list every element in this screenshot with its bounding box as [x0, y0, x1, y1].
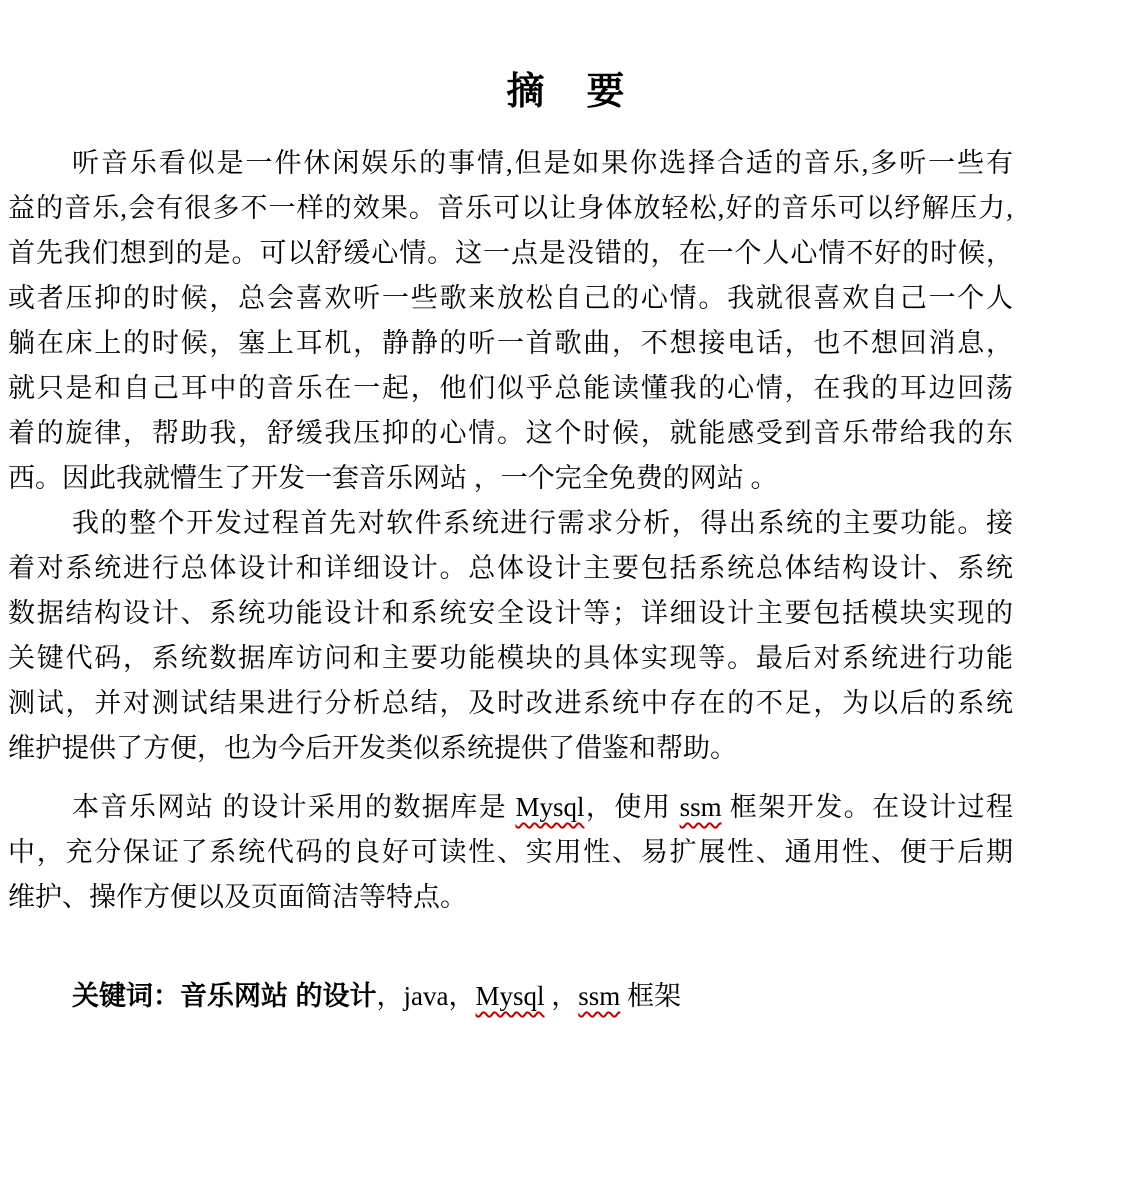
text-line — [8, 830, 1013, 875]
text-line — [8, 231, 1013, 276]
text-line — [8, 875, 1013, 920]
text-run: 就只是和自己耳中的音乐在一起，他们似乎总能读懂我的心情，在我的耳边回荡 — [8, 373, 1013, 403]
text-run: ，使用 — [584, 792, 680, 822]
text-line — [8, 366, 1013, 411]
text-run: 关键代码，系统数据库访问和主要功能模块的具体实现等。最后对系统进行功能 — [8, 643, 1013, 673]
text-run: 我的整个开发过程首先对软件系统进行需求分析，得出系统的主要功能。接 — [72, 508, 1013, 538]
text-line — [8, 276, 1013, 321]
text-run: 着的旋律，帮助我，舒缓我压抑的心情。这个时候，就能感受到音乐带给我的东 — [8, 418, 1013, 448]
paragraph-1 — [8, 141, 1013, 501]
misspelled-word: Mysql — [475, 981, 545, 1011]
text-run: 西。因此我就懵生了开发一套音乐网站 ，一个完全免费的网站 。 — [8, 463, 778, 493]
misspelled-word: Mysql — [515, 792, 585, 822]
text-line — [8, 591, 1013, 636]
paragraph-2 — [8, 501, 1013, 771]
text-line — [8, 726, 1013, 771]
misspelled-word: ssm — [679, 792, 722, 822]
text-run: 维护提供了方便，也为今后开发类似系统提供了借鉴和帮助。 — [8, 733, 737, 763]
text-line — [8, 501, 1013, 546]
text-run: 框架开发。在设计过程 — [721, 792, 1014, 822]
text-run: 躺在床上的时候，塞上耳机，静静的听一首歌曲，不想接电话，也不想回消息， — [8, 328, 1013, 358]
text-line — [8, 546, 1013, 591]
text-line — [8, 681, 1013, 726]
text-line — [8, 411, 1013, 456]
text-run: 或者压抑的时候，总会喜欢听一些歌来放松自己的心情。我就很喜欢自己一个人 — [8, 283, 1013, 313]
keywords-line — [8, 974, 1013, 1019]
text-run: ，java， — [376, 981, 476, 1011]
text-line — [8, 321, 1013, 366]
text-line — [8, 785, 1013, 830]
paragraph-3 — [8, 785, 1013, 920]
text-run: 框架 — [620, 981, 682, 1011]
text-run: ， — [544, 981, 579, 1011]
text-line — [8, 456, 1013, 501]
text-run: 听音乐看似是一件休闲娱乐的事情,但是如果你选择合适的音乐,多听一些有 — [72, 148, 1013, 178]
text-run: 益的音乐,会有很多不一样的效果。音乐可以让身体放轻松,好的音乐可以纾解压力, — [8, 193, 1013, 223]
text-run: 本音乐网站 的设计采用的数据库是 — [72, 792, 516, 822]
text-run: 维护、操作方便以及页面简洁等特点。 — [8, 882, 467, 912]
text-line — [8, 186, 1013, 231]
text-run: 着对系统进行总体设计和详细设计。总体设计主要包括系统总体结构设计、系统 — [8, 553, 1013, 583]
text-run: 数据结构设计、系统功能设计和系统安全设计等；详细设计主要包括模块实现的 — [8, 598, 1013, 628]
misspelled-word: ssm — [578, 981, 621, 1011]
keywords-label: 关键词：音乐网站 的设计 — [72, 981, 377, 1011]
text-line — [8, 636, 1013, 681]
page-title: 摘 要 — [506, 71, 627, 113]
document-body — [8, 141, 1013, 920]
text-run: 测试，并对测试结果进行分析总结，及时改进系统中存在的不足，为以后的系统 — [8, 688, 1013, 718]
text-run: 中，充分保证了系统代码的良好可读性、实用性、易扩展性、通用性、便于后期 — [8, 837, 1013, 867]
text-line — [8, 141, 1013, 186]
text-run: 首先我们想到的是。可以舒缓心情。这一点是没错的，在一个人心情不好的时候， — [8, 238, 1013, 268]
